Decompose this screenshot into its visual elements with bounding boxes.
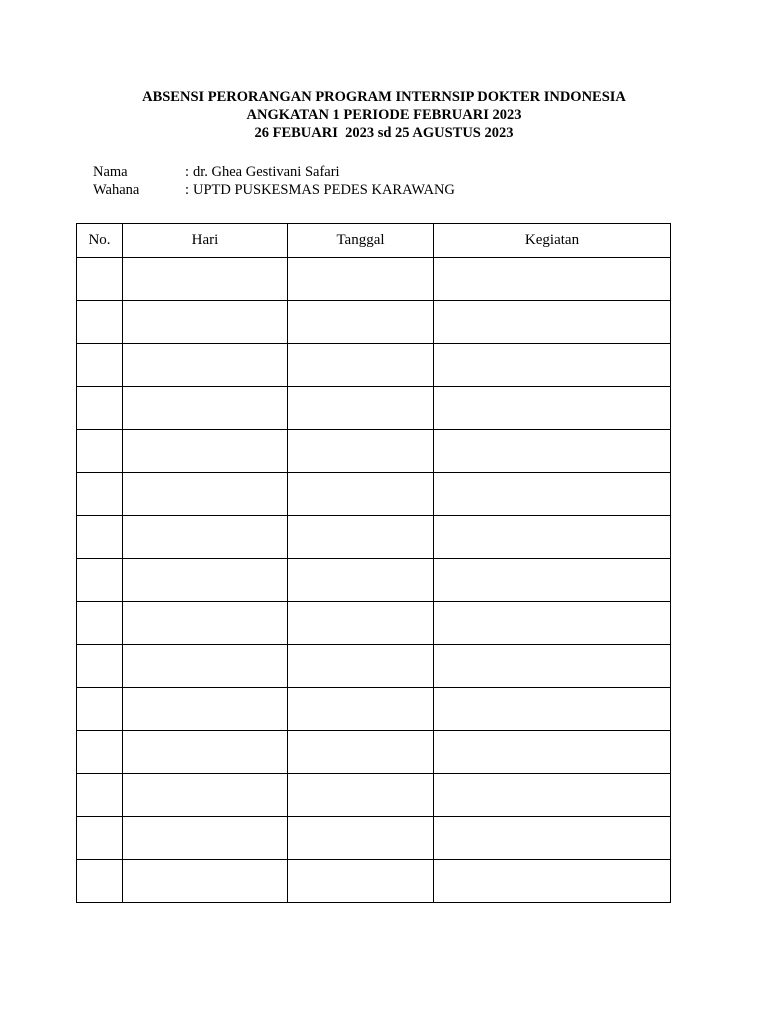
cell-kegiatan bbox=[434, 602, 671, 645]
table-row bbox=[77, 559, 671, 602]
cell-hari bbox=[123, 387, 288, 430]
table-row bbox=[77, 645, 671, 688]
cell-hari bbox=[123, 516, 288, 559]
cell-hari bbox=[123, 817, 288, 860]
cell-tanggal bbox=[288, 731, 434, 774]
cell-hari bbox=[123, 344, 288, 387]
cell-no bbox=[77, 430, 123, 473]
cell-kegiatan bbox=[434, 774, 671, 817]
cell-hari bbox=[123, 473, 288, 516]
cell-tanggal bbox=[288, 860, 434, 903]
cell-kegiatan bbox=[434, 516, 671, 559]
cell-kegiatan bbox=[434, 688, 671, 731]
document-title bbox=[0, 88, 768, 142]
cell-tanggal bbox=[288, 516, 434, 559]
column-header-hari: Hari bbox=[123, 224, 288, 258]
table-row bbox=[77, 430, 671, 473]
cell-tanggal bbox=[288, 387, 434, 430]
cell-kegiatan bbox=[434, 731, 671, 774]
title-line-2: ANGKATAN 1 PERIODE FEBRUARI 2023 bbox=[246, 107, 522, 123]
cell-hari bbox=[123, 645, 288, 688]
column-header-no: No. bbox=[77, 224, 123, 258]
cell-tanggal bbox=[288, 301, 434, 344]
cell-hari bbox=[123, 688, 288, 731]
cell-hari bbox=[123, 258, 288, 301]
table-row bbox=[77, 344, 671, 387]
cell-tanggal bbox=[288, 258, 434, 301]
cell-hari bbox=[123, 430, 288, 473]
table-row bbox=[77, 473, 671, 516]
cell-no bbox=[77, 860, 123, 903]
cell-hari bbox=[123, 731, 288, 774]
cell-tanggal bbox=[288, 430, 434, 473]
table-row bbox=[77, 516, 671, 559]
cell-no bbox=[77, 559, 123, 602]
table-header-row bbox=[77, 224, 671, 258]
wahana-label: Wahana bbox=[93, 182, 140, 198]
cell-tanggal bbox=[288, 473, 434, 516]
table-row bbox=[77, 387, 671, 430]
cell-kegiatan bbox=[434, 473, 671, 516]
cell-kegiatan bbox=[434, 387, 671, 430]
cell-tanggal bbox=[288, 559, 434, 602]
cell-no bbox=[77, 473, 123, 516]
cell-tanggal bbox=[288, 602, 434, 645]
nama-separator: : bbox=[185, 164, 190, 180]
wahana-separator: : bbox=[185, 182, 190, 198]
cell-kegiatan bbox=[434, 301, 671, 344]
cell-no bbox=[77, 817, 123, 860]
cell-hari bbox=[123, 301, 288, 344]
cell-kegiatan bbox=[434, 258, 671, 301]
cell-tanggal bbox=[288, 688, 434, 731]
participant-info bbox=[93, 163, 455, 199]
column-header-tanggal: Tanggal bbox=[288, 224, 434, 258]
cell-kegiatan bbox=[434, 430, 671, 473]
cell-no bbox=[77, 688, 123, 731]
cell-tanggal bbox=[288, 817, 434, 860]
cell-kegiatan bbox=[434, 559, 671, 602]
cell-hari bbox=[123, 774, 288, 817]
title-line-3: 26 FEBUARI 2023 sd 25 AGUSTUS 2023 bbox=[254, 125, 514, 141]
table-row bbox=[77, 688, 671, 731]
cell-no bbox=[77, 645, 123, 688]
cell-no bbox=[77, 774, 123, 817]
cell-hari bbox=[123, 860, 288, 903]
cell-kegiatan bbox=[434, 344, 671, 387]
table-row bbox=[77, 731, 671, 774]
table-row bbox=[77, 602, 671, 645]
cell-tanggal bbox=[288, 774, 434, 817]
wahana-row bbox=[93, 181, 455, 199]
nama-value: dr. Ghea Gestivani Safari bbox=[193, 164, 340, 180]
wahana-value: UPTD PUSKESMAS PEDES KARAWANG bbox=[193, 182, 455, 198]
nama-label: Nama bbox=[93, 164, 128, 180]
cell-no bbox=[77, 516, 123, 559]
table-body bbox=[77, 258, 671, 903]
table-row bbox=[77, 860, 671, 903]
cell-no bbox=[77, 387, 123, 430]
cell-no bbox=[77, 301, 123, 344]
table-row bbox=[77, 258, 671, 301]
cell-kegiatan bbox=[434, 860, 671, 903]
cell-tanggal bbox=[288, 344, 434, 387]
cell-hari bbox=[123, 559, 288, 602]
cell-no bbox=[77, 731, 123, 774]
table-row bbox=[77, 774, 671, 817]
table-row bbox=[77, 817, 671, 860]
cell-no bbox=[77, 258, 123, 301]
attendance-table bbox=[76, 223, 671, 903]
cell-no bbox=[77, 344, 123, 387]
title-line-1: ABSENSI PERORANGAN PROGRAM INTERNSIP DOKTER INDONESIA bbox=[142, 89, 626, 105]
cell-tanggal bbox=[288, 645, 434, 688]
nama-row bbox=[93, 163, 455, 181]
cell-no bbox=[77, 602, 123, 645]
table-row bbox=[77, 301, 671, 344]
cell-kegiatan bbox=[434, 645, 671, 688]
column-header-kegiatan: Kegiatan bbox=[434, 224, 671, 258]
cell-kegiatan bbox=[434, 817, 671, 860]
cell-hari bbox=[123, 602, 288, 645]
